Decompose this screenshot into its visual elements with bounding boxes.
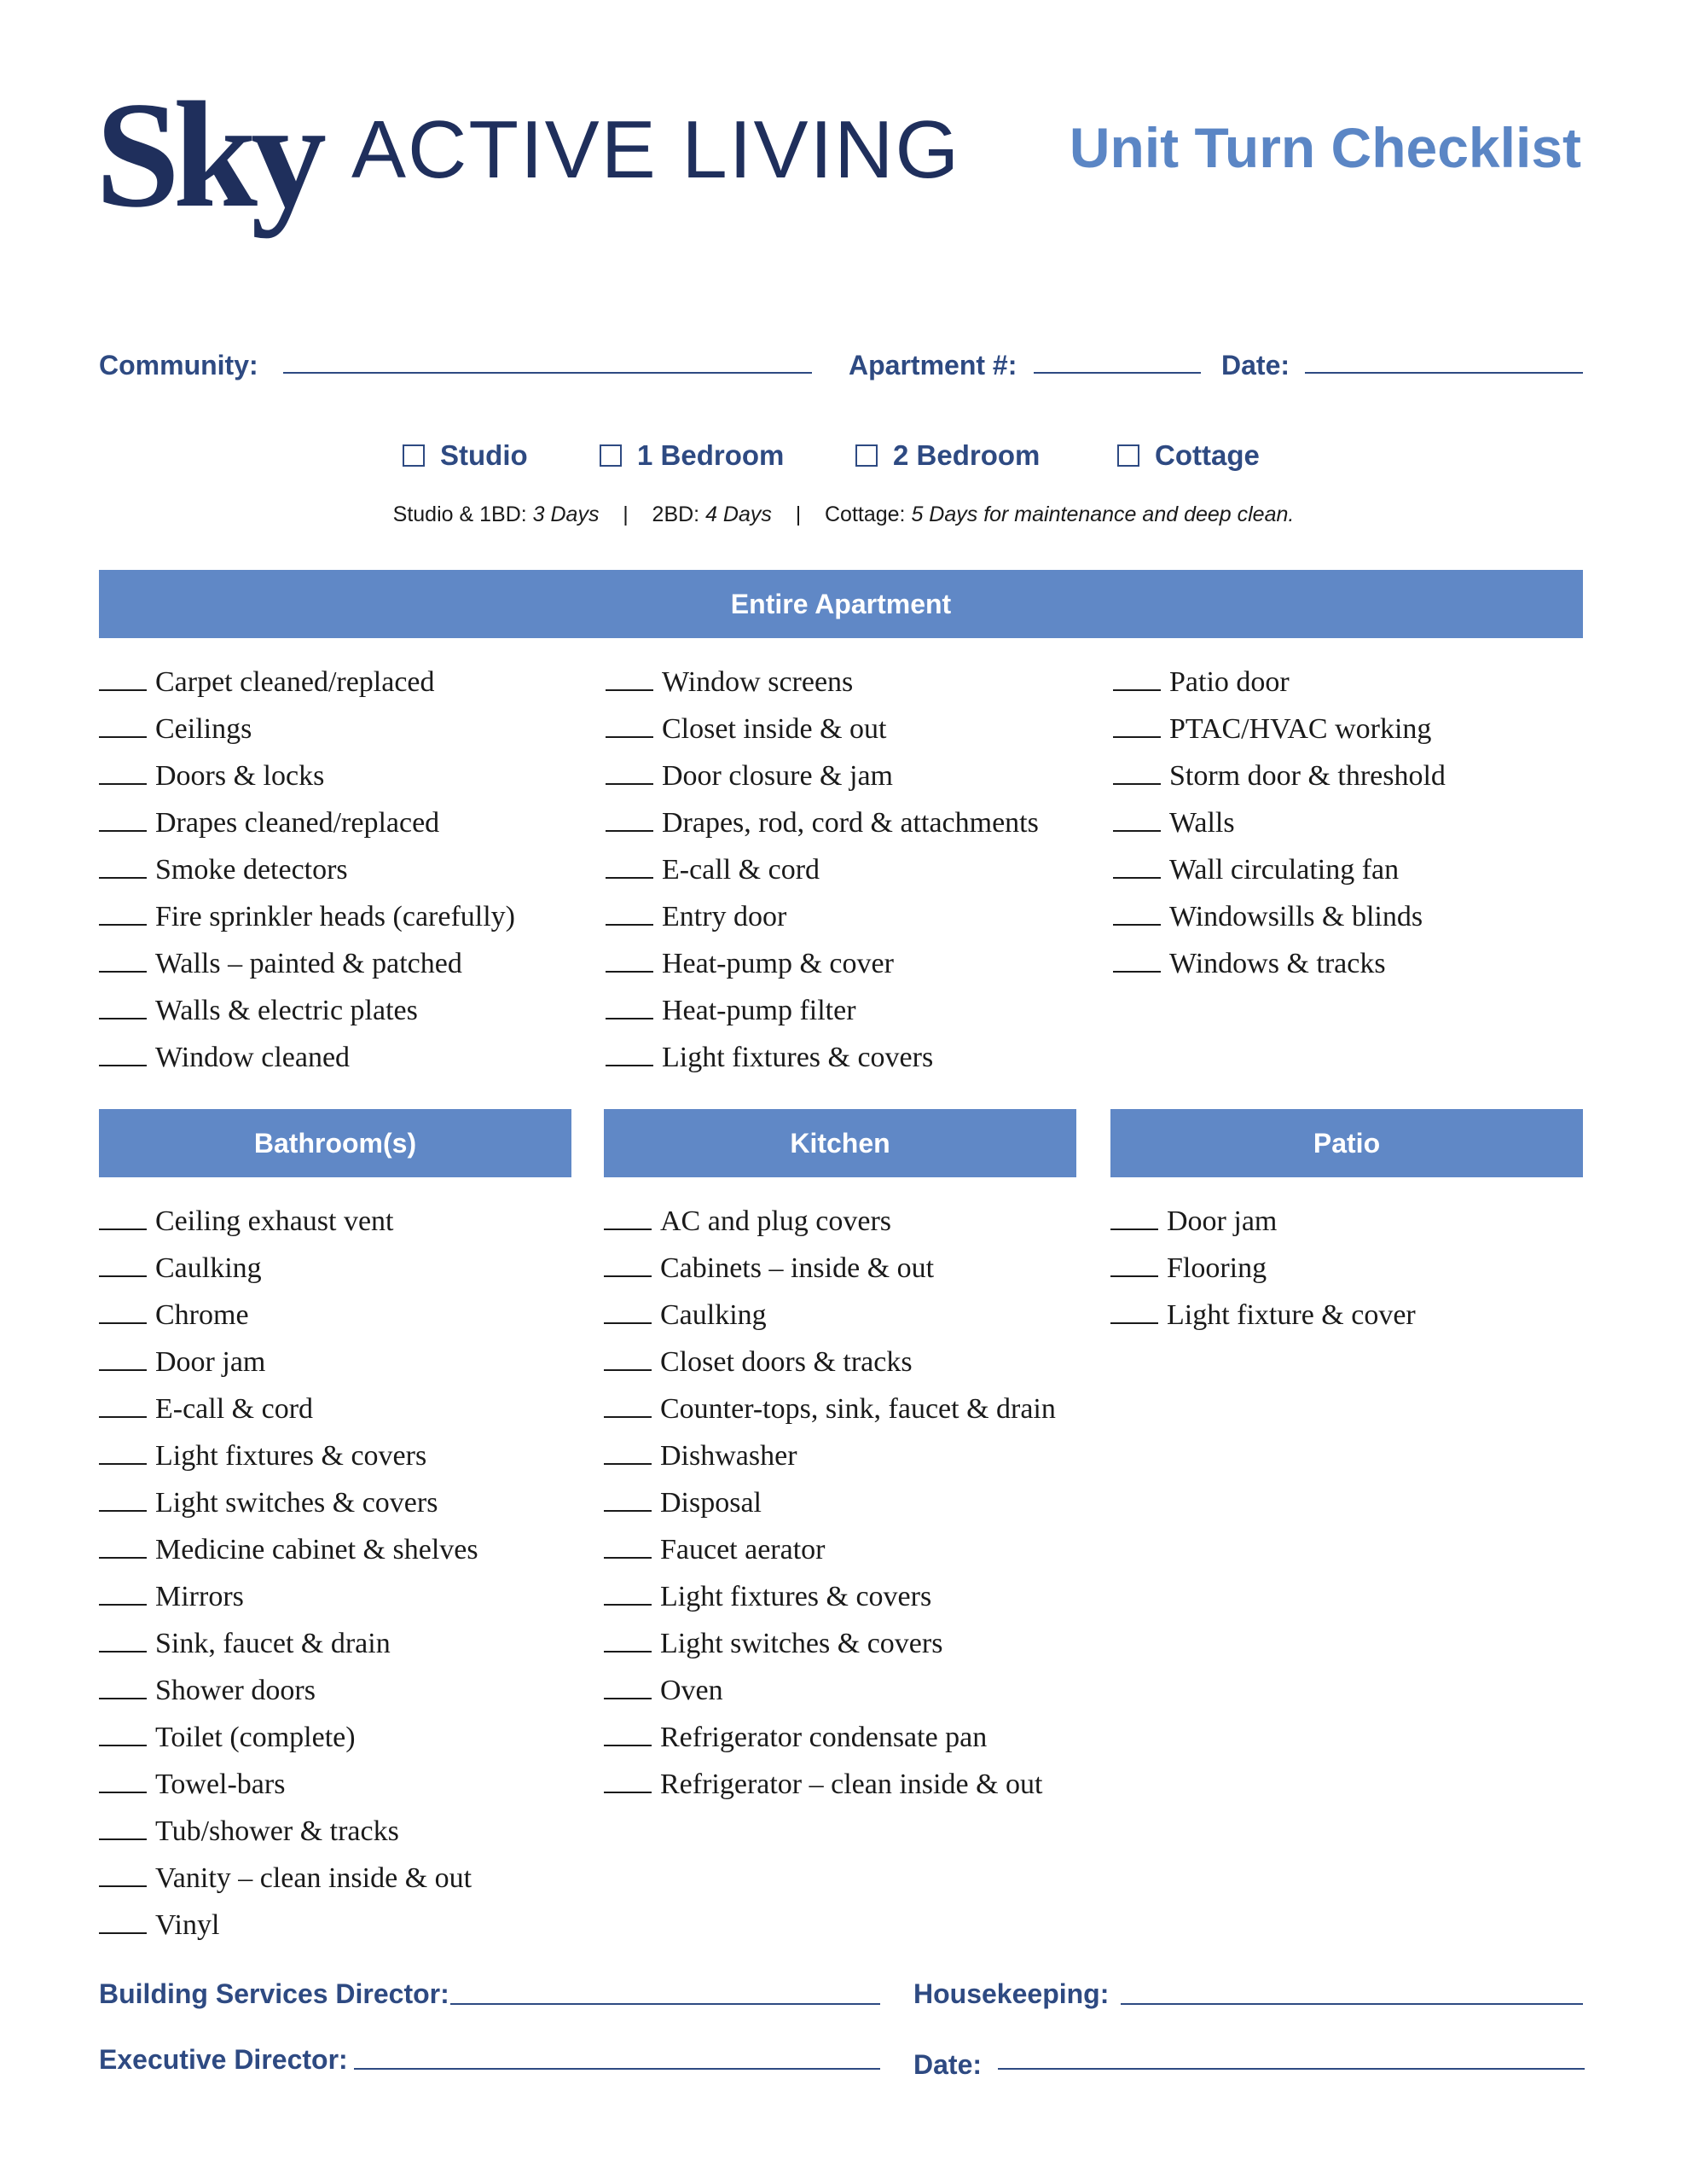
checklist-item[interactable] [99, 1034, 515, 1081]
checklist-item[interactable] [606, 659, 1039, 706]
section-header-entire-apartment: Entire Apartment [99, 570, 1583, 638]
unit-option-studio[interactable] [403, 439, 528, 472]
checklist-item-label: Caulking [155, 1252, 262, 1284]
check-blank[interactable] [1113, 804, 1161, 832]
checklist-item-label: Dishwasher [660, 1440, 797, 1472]
checklist-item-label: Carpet cleaned/replaced [155, 666, 435, 698]
checklist-item-label: Storm door & threshold [1169, 760, 1446, 792]
checklist-item-label: Chrome [155, 1299, 249, 1331]
checklist-item-label: Window screens [662, 666, 854, 698]
checklist-item[interactable] [606, 706, 1039, 752]
checklist-item[interactable] [604, 1385, 1056, 1432]
checklist-item[interactable] [604, 1292, 1056, 1339]
checklist-item[interactable] [604, 1198, 1056, 1245]
check-blank[interactable] [99, 1250, 147, 1277]
checklist-item[interactable] [99, 987, 515, 1034]
executive-director-field[interactable] [354, 2068, 880, 2070]
date-field[interactable] [1305, 372, 1583, 374]
checklist-item-label: Entry door [662, 901, 787, 932]
section-header-kitchen: Kitchen [604, 1109, 1076, 1177]
check-blank[interactable] [1110, 1250, 1158, 1277]
check-blank[interactable] [99, 1391, 147, 1418]
checklist-item[interactable] [99, 1620, 478, 1667]
checklist-item[interactable] [99, 1761, 478, 1808]
check-blank[interactable] [604, 1484, 652, 1512]
check-blank[interactable] [1110, 1297, 1158, 1324]
checklist-item-label: Ceiling exhaust vent [155, 1205, 394, 1237]
executive-director-label: Executive Director: [99, 2044, 348, 2075]
checklist-item-label: Windows & tracks [1169, 948, 1386, 979]
checklist-item[interactable] [99, 659, 515, 706]
check-blank[interactable] [604, 1625, 652, 1653]
check-blank[interactable] [604, 1719, 652, 1746]
signature-date-label: Date: [913, 2049, 983, 2080]
apartment-field[interactable] [1034, 372, 1201, 374]
checklist-item[interactable] [99, 1526, 478, 1573]
checklist-item[interactable] [99, 1432, 478, 1479]
checklist-item-label: Door closure & jam [662, 760, 893, 792]
checklist-item[interactable] [606, 987, 1039, 1034]
unit-option-cottage[interactable] [1117, 439, 1260, 472]
checklist-item[interactable] [1110, 1245, 1416, 1292]
unit-option-1-bedroom[interactable] [600, 439, 784, 472]
checklist-item-label: Walls [1169, 807, 1235, 839]
checklist-item[interactable] [99, 1385, 478, 1432]
check-blank[interactable] [99, 1203, 147, 1230]
checklist-item-label: Drapes, rod, cord & attachments [662, 807, 1039, 839]
checkbox-icon[interactable] [403, 444, 425, 467]
unit-option-label: Cottage [1155, 439, 1260, 471]
check-blank[interactable] [99, 804, 147, 832]
checklist-item[interactable] [99, 940, 515, 987]
checklist-item-label: Medicine cabinet & shelves [155, 1534, 478, 1565]
check-blank[interactable] [99, 1625, 147, 1653]
check-blank[interactable] [606, 851, 653, 879]
check-blank[interactable] [606, 664, 653, 691]
checklist-item-label: Towel-bars [155, 1769, 286, 1800]
checklist-item-label: Toilet (complete) [155, 1722, 356, 1753]
turn-schedule [0, 502, 1687, 527]
checklist-item-label: Fire sprinkler heads (carefully) [155, 901, 515, 932]
unit-option-label: 2 Bedroom [893, 439, 1041, 471]
check-blank[interactable] [99, 1813, 147, 1840]
checklist-item[interactable] [1113, 659, 1446, 706]
checklist-item[interactable] [99, 1245, 478, 1292]
checklist-item-label: Light fixtures & covers [662, 1042, 934, 1073]
checklist-item-label: Windowsills & blinds [1169, 901, 1423, 932]
checklist-item-label: Door jam [155, 1346, 266, 1378]
check-blank[interactable] [99, 992, 147, 1019]
checklist-item-label: Sink, faucet & drain [155, 1628, 391, 1659]
check-blank[interactable] [99, 1719, 147, 1746]
checklist-item[interactable] [99, 1714, 478, 1761]
checkbox-icon[interactable] [855, 444, 878, 467]
check-blank[interactable] [99, 945, 147, 973]
logo-active-living: ACTIVE LIVING [351, 104, 961, 195]
checklist-item-label: Vinyl [155, 1909, 220, 1941]
checklist-item[interactable] [604, 1714, 1056, 1761]
check-blank[interactable] [604, 1578, 652, 1606]
date-label: Date: [1221, 350, 1290, 380]
page-title: Unit Turn Checklist [1069, 116, 1581, 179]
kitchen-list [604, 1198, 1056, 1808]
community-field[interactable] [283, 372, 812, 374]
apartment-label: Apartment #: [849, 350, 1017, 380]
unit-option-2-bedroom[interactable] [855, 439, 1040, 472]
checklist-item[interactable] [604, 1526, 1056, 1573]
checklist-item[interactable] [606, 799, 1039, 846]
schedule-2bd-value: 4 Days [705, 502, 772, 526]
check-blank[interactable] [606, 1039, 653, 1066]
check-blank[interactable] [604, 1766, 652, 1793]
checklist-item-label: Light switches & covers [155, 1487, 438, 1519]
checklist-item-label: Refrigerator condensate pan [660, 1722, 988, 1753]
check-blank[interactable] [99, 1672, 147, 1699]
checklist-item-label: Tub/shower & tracks [155, 1815, 399, 1847]
check-blank[interactable] [606, 992, 653, 1019]
checklist-item[interactable] [604, 1620, 1056, 1667]
housekeeping-label: Housekeeping: [913, 1978, 1110, 2009]
checklist-item[interactable] [99, 1902, 478, 1949]
schedule-cottage-value: 5 Days for maintenance and deep clean. [911, 502, 1295, 526]
check-blank[interactable] [99, 851, 147, 879]
check-blank[interactable] [606, 758, 653, 785]
check-blank[interactable] [99, 1438, 147, 1465]
check-blank[interactable] [99, 1860, 147, 1887]
check-blank[interactable] [99, 1039, 147, 1066]
checklist-item-label: Patio door [1169, 666, 1290, 698]
checklist-item[interactable] [99, 1479, 478, 1526]
check-blank[interactable] [604, 1344, 652, 1371]
checklist-item-label: Door jam [1167, 1205, 1278, 1237]
checklist-item[interactable] [604, 1479, 1056, 1526]
checklist-item[interactable] [1113, 752, 1446, 799]
schedule-cottage-label: Cottage: [824, 502, 912, 526]
checklist-item-label: Drapes cleaned/replaced [155, 807, 440, 839]
checklist-item-label: Light fixture & cover [1167, 1299, 1416, 1331]
checklist-item-label: Mirrors [155, 1581, 244, 1612]
check-blank[interactable] [604, 1203, 652, 1230]
building-services-director-label: Building Services Director: [99, 1978, 449, 2009]
checklist-item[interactable] [1113, 846, 1446, 893]
schedule-studio-label: Studio & 1BD: [392, 502, 533, 526]
checklist-item-label: Counter-tops, sink, faucet & drain [660, 1393, 1056, 1425]
checklist-item[interactable] [604, 1761, 1056, 1808]
checklist-item-label: Faucet aerator [660, 1534, 826, 1565]
patio-list [1110, 1198, 1416, 1339]
check-blank[interactable] [604, 1250, 652, 1277]
checklist-item[interactable] [99, 1292, 478, 1339]
check-blank[interactable] [606, 804, 653, 832]
checklist-item[interactable] [606, 1034, 1039, 1081]
checklist-item[interactable] [99, 893, 515, 940]
checklist-item[interactable] [604, 1339, 1056, 1385]
checklist-item[interactable] [606, 940, 1039, 987]
checklist-item-label: Vanity – clean inside & out [155, 1862, 472, 1894]
checklist-item-label: Doors & locks [155, 760, 325, 792]
check-blank[interactable] [1113, 664, 1161, 691]
checklist-item[interactable] [99, 1808, 478, 1855]
schedule-separator: | [623, 502, 629, 526]
checklist-item-label: PTAC/HVAC working [1169, 713, 1432, 745]
checklist-item-label: Heat-pump filter [662, 995, 856, 1026]
entire-apartment-column-1 [99, 659, 515, 1081]
unit-option-label: 1 Bedroom [637, 439, 785, 471]
section-header-patio: Patio [1110, 1109, 1583, 1177]
checklist-item[interactable] [604, 1573, 1056, 1620]
checklist-item[interactable] [1110, 1292, 1416, 1339]
checklist-item-label: Ceilings [155, 713, 252, 745]
check-blank[interactable] [604, 1672, 652, 1699]
entire-apartment-column-2 [606, 659, 1039, 1081]
check-blank[interactable] [1113, 851, 1161, 879]
checklist-item-label: Oven [660, 1675, 723, 1706]
checklist-item-label: Disposal [660, 1487, 762, 1519]
section-header-bathroom: Bathroom(s) [99, 1109, 571, 1177]
check-blank[interactable] [1113, 711, 1161, 738]
checklist-item[interactable] [99, 1855, 478, 1902]
community-label: Community: [99, 350, 258, 380]
checklist-item[interactable] [99, 752, 515, 799]
check-blank[interactable] [99, 1907, 147, 1934]
checklist-item[interactable] [1113, 893, 1446, 940]
checklist-item-label: Flooring [1167, 1252, 1267, 1284]
checklist-item-label: E-call & cord [155, 1393, 314, 1425]
checklist-item[interactable] [1110, 1198, 1416, 1245]
checklist-item-label: Caulking [660, 1299, 767, 1331]
check-blank[interactable] [99, 758, 147, 785]
checklist-item[interactable] [99, 846, 515, 893]
checklist-item[interactable] [606, 846, 1039, 893]
schedule-separator: | [795, 502, 802, 526]
checklist-item-label: Light fixtures & covers [155, 1440, 427, 1472]
checklist-item-label: Closet inside & out [662, 713, 887, 745]
checklist-item[interactable] [604, 1667, 1056, 1714]
check-blank[interactable] [99, 1344, 147, 1371]
check-blank[interactable] [99, 1297, 147, 1324]
check-blank[interactable] [606, 711, 653, 738]
checklist-item[interactable] [99, 706, 515, 752]
unit-option-label: Studio [440, 439, 528, 471]
bathroom-list [99, 1198, 478, 1949]
check-blank[interactable] [1113, 898, 1161, 926]
checklist-item[interactable] [1113, 799, 1446, 846]
check-blank[interactable] [1113, 758, 1161, 785]
building-services-director-field[interactable] [450, 2003, 880, 2005]
entire-apartment-column-3 [1113, 659, 1446, 987]
checklist-item[interactable] [99, 1339, 478, 1385]
check-blank[interactable] [604, 1391, 652, 1418]
check-blank[interactable] [606, 945, 653, 973]
check-blank[interactable] [1110, 1203, 1158, 1230]
checklist-item[interactable] [604, 1245, 1056, 1292]
check-blank[interactable] [604, 1531, 652, 1559]
check-blank[interactable] [99, 898, 147, 926]
check-blank[interactable] [99, 1578, 147, 1606]
check-blank[interactable] [604, 1438, 652, 1465]
checklist-item[interactable] [604, 1432, 1056, 1479]
check-blank[interactable] [604, 1297, 652, 1324]
schedule-studio-value: 3 Days [532, 502, 600, 526]
checklist-item-label: E-call & cord [662, 854, 820, 886]
checklist-item[interactable] [99, 1198, 478, 1245]
checklist-item-label: Window cleaned [155, 1042, 351, 1073]
checklist-item-label: Wall circulating fan [1169, 854, 1400, 886]
check-blank[interactable] [99, 1484, 147, 1512]
checklist-item-label: Walls & electric plates [155, 995, 418, 1026]
checklist-item-label: Walls – painted & patched [155, 948, 462, 979]
checklist-item[interactable] [606, 752, 1039, 799]
housekeeping-field[interactable] [1121, 2003, 1583, 2005]
checklist-item-label: Cabinets – inside & out [660, 1252, 935, 1284]
checklist-item[interactable] [99, 1667, 478, 1714]
check-blank[interactable] [606, 898, 653, 926]
check-blank[interactable] [1113, 945, 1161, 973]
checklist-item[interactable] [99, 799, 515, 846]
checklist-item[interactable] [99, 1573, 478, 1620]
check-blank[interactable] [99, 711, 147, 738]
checklist-item[interactable] [606, 893, 1039, 940]
check-blank[interactable] [99, 1766, 147, 1793]
checklist-item-label: Light switches & covers [660, 1628, 943, 1659]
checklist-item-label: Heat-pump & cover [662, 948, 894, 979]
checklist-item-label: Shower doors [155, 1675, 316, 1706]
logo-sky: Sky [96, 70, 320, 239]
signature-date-field[interactable] [998, 2068, 1585, 2070]
checkbox-icon[interactable] [600, 444, 622, 467]
checklist-item-label: Light fixtures & covers [660, 1581, 932, 1612]
checklist-item-label: Refrigerator – clean inside & out [660, 1769, 1043, 1800]
checklist-item-label: Closet doors & tracks [660, 1346, 913, 1378]
schedule-2bd-label: 2BD: [652, 502, 706, 526]
checkbox-icon[interactable] [1117, 444, 1139, 467]
checklist-item[interactable] [1113, 706, 1446, 752]
checklist-item-label: AC and plug covers [660, 1205, 892, 1237]
check-blank[interactable] [99, 664, 147, 691]
checklist-item[interactable] [1113, 940, 1446, 987]
check-blank[interactable] [99, 1531, 147, 1559]
checklist-item-label: Smoke detectors [155, 854, 348, 886]
